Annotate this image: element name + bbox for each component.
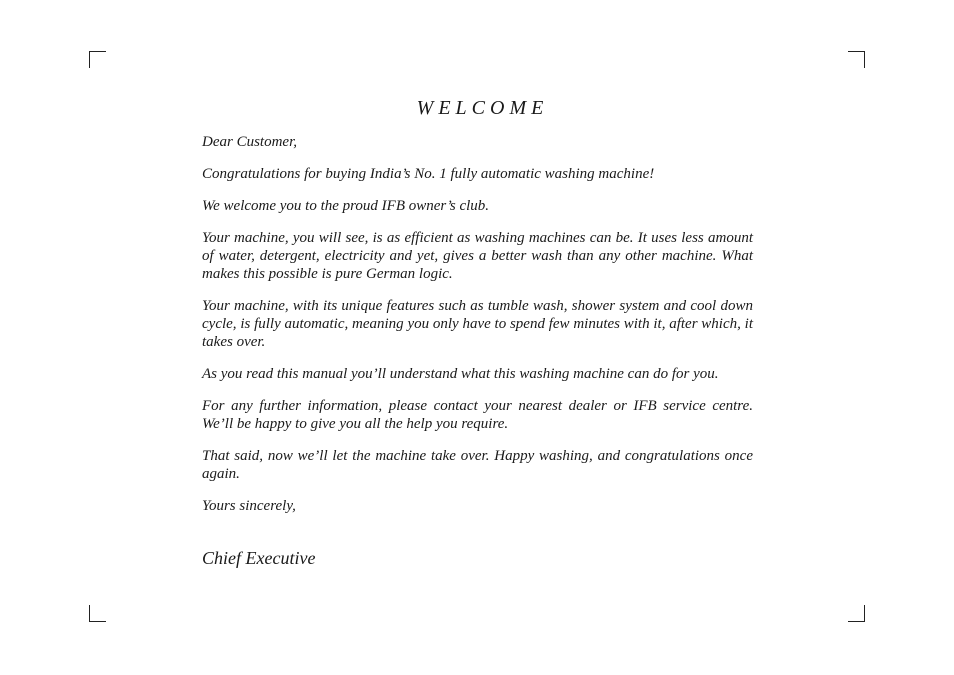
crop-mark-top-right — [848, 51, 865, 68]
letter-salutation: Dear Customer, — [202, 134, 298, 150]
letter-paragraph-4: Your machine, with its unique features such as tumble wash, shower system and cool down cycle, is fully automatic, meaning you only have to spend few minutes with it, after which, it takes over. — [202, 298, 753, 350]
letter-title: WELCOME — [416, 97, 549, 119]
letter-closing: Yours sincerely, — [202, 498, 296, 514]
crop-mark-bottom-right — [848, 605, 865, 622]
letter-paragraph-7: That said, now we’ll let the machine take over. Happy washing, and congratulations once again. — [202, 448, 753, 482]
crop-mark-bottom-left — [89, 605, 106, 622]
crop-mark-top-left — [89, 51, 106, 68]
letter-paragraph-6: For any further information, please contact your nearest dealer or IFB service centre. We’ll be happy to give you all the help you require. — [202, 398, 753, 432]
letter-paragraph-5: As you read this manual you’ll understand what this washing machine can do for you. — [202, 366, 719, 382]
welcome-letter — [202, 96, 753, 569]
letter-paragraph-1: Congratulations for buying India’s No. 1 fully automatic washing machine! — [202, 166, 655, 182]
letter-signature: Chief Executive — [202, 548, 316, 568]
letter-paragraph-3: Your machine, you will see, is as efficient as washing machines can be. It uses less amount of water, detergent, electricity and yet, gives a better wash than any other machine. What makes this possible is pure German logic. — [202, 230, 753, 282]
letter-paragraph-2: We welcome you to the proud IFB owner’s club. — [202, 198, 490, 214]
